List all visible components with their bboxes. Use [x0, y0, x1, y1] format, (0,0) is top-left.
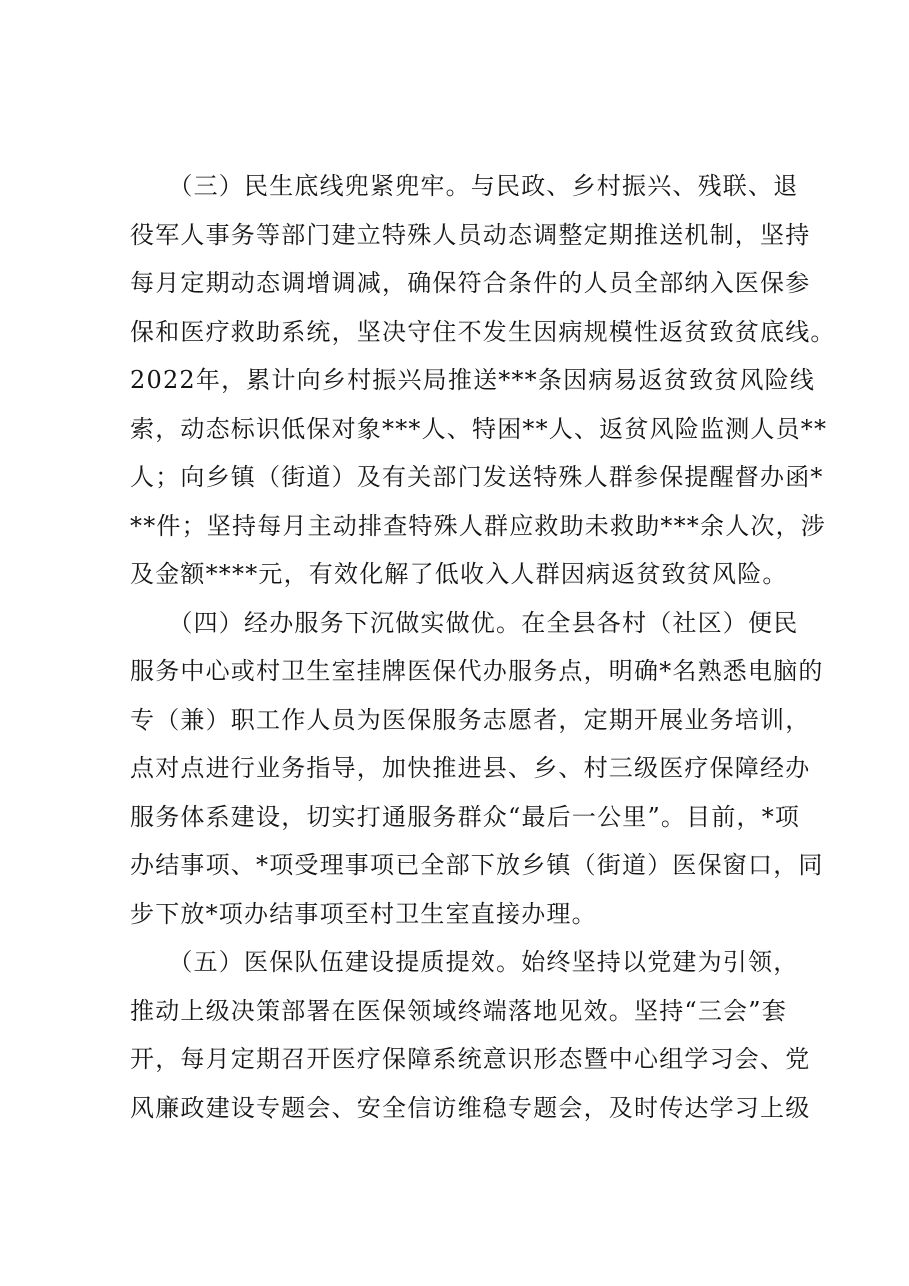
paragraph-livelihood-safety-net: [130, 162, 836, 599]
text-line: （四）经办服务下沉做实做优。在全县各村（社区）便民: [130, 608, 799, 637]
text-line: （三）民生底线兜紧兜牢。与民政、乡村振兴、残联、退: [130, 172, 799, 200]
text-line: 保和医疗救助系统，坚决守住不发生因病规模性返贫致贫底线。: [130, 317, 836, 346]
text-line: 专（兼）职工作人员为医保服务志愿者，定期开展业务培训，: [130, 705, 811, 734]
text-line: 步下放*项办结事项至村卫生室直接办理。: [130, 899, 597, 928]
text-line: 每月定期动态调增调减，确保符合条件的人员全部纳入医保参: [130, 269, 811, 297]
text-line: （五）医保队伍建设提质提效。始终坚持以党建为引领，: [130, 948, 799, 976]
text-line: **件；坚持每月主动排查特殊人群应救助未救助***余人次，涉: [130, 511, 826, 540]
text-line: 推动上级决策部署在医保领域终端落地见效。坚持“三会”套: [130, 996, 787, 1025]
document-body: [130, 162, 836, 1132]
text-line: 服务体系建设，切实打通服务群众“最后一公里”。目前，*项: [130, 802, 801, 831]
paragraph-service-downsizing: [130, 599, 824, 939]
text-line: 人；向乡镇（街道）及有关部门发送特殊人群参保提醒督办函*: [130, 463, 824, 491]
text-line: 役军人事务等部门建立特殊人员动态调整定期推送机制，坚持: [130, 220, 811, 249]
text-line: 办结事项、*项受理事项已全部下放乡镇（街道）医保窗口，同: [130, 851, 824, 879]
text-line: 索，动态标识低保对象***人、特困**人、返贫风险监测人员**: [130, 414, 828, 443]
text-line: 开，每月定期召开医疗保障系统意识形态暨中心组学习会、党: [130, 1045, 811, 1073]
text-line: 2022年，累计向乡村振兴局推送***条因病易返贫致贫风险线: [130, 366, 816, 394]
text-line: 点对点进行业务指导，加快推进县、乡、村三级医疗保障经办: [130, 754, 811, 782]
text-line: 服务中心或村卫生室挂牌医保代办服务点，明确*名熟悉电脑的: [130, 657, 824, 685]
paragraph-team-building: [130, 938, 811, 1132]
text-line: 风廉政建设专题会、安全信访维稳专题会，及时传达学习上级: [130, 1093, 811, 1122]
text-line: 及金额****元，有效化解了低收入人群因病返贫致贫风险。: [130, 560, 788, 588]
